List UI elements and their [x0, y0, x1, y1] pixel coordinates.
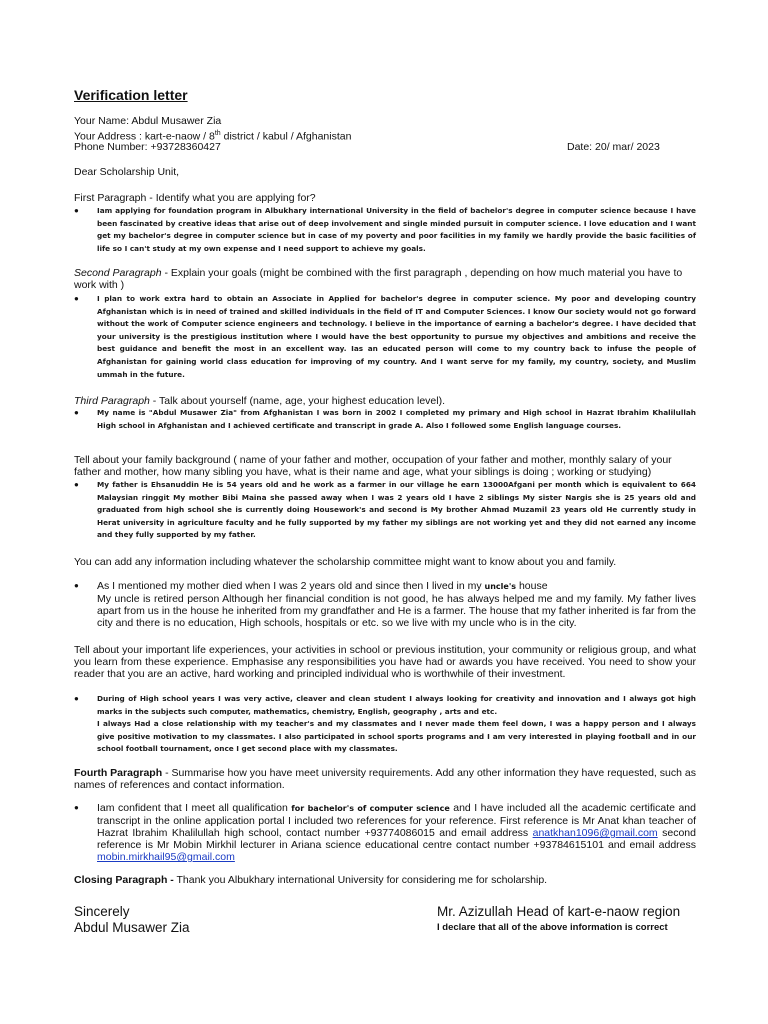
email-link-mobin[interactable]: mobin.mirkhail95@gmail.com — [97, 851, 235, 863]
third-paragraph-heading: Third Paragraph - Talk about yourself (name, age, your highest education level). — [74, 395, 446, 407]
experiences-intro: Tell about your important life experiences, your activities in school or previous institution, your community or religious group, and what you learn from these experience. Emphasise any responsibilities you have had or awards you have received. You need to show your reader that you are an active, hard working and principled individual who is worthwhile of their investment. — [74, 644, 696, 680]
family-bullet: ● My father is Ehsanuddin He is 54 years old and he work as a farmer in our village he earn 13000Afgani per month which is equivalent to 664 Malaysian ringgit My mother Bibi Maina she passed away when I was 2 years old I have 2 siblings My sister Nargis she is 25 years old and graduated from high school she is currently doing Housework's and second is My brother Ahmad Muzamil 23 years old He currently study in Herat university in agriculture faculty and he fully supported by my father my siblings are not working yet and they did not earned any income and they fully supported by my father. — [74, 479, 696, 542]
additional-intro: You can add any information including whatever the scholarship committee might want to know about you and family. — [74, 556, 617, 568]
fourth-paragraph-bullet: ● Iam confident that I meet all qualification for bachelor's of computer science and I have included all the academic certificate and transcript in the online application portal I included two references for your reference. First reference is Mr Anat khan teacher of Hazrat Ibrahim Khalilullah high school, contact number +93774086015 and email address anatkhan1096@gmail.com second reference is Mr Mobin Mirkhil lecturer in Ariana science educational centre contact number +93784615101 and email address mobin.mirkhail95@gmail.com — [74, 802, 696, 863]
email-link-anat[interactable]: anatkhan1096@gmail.com — [532, 827, 658, 839]
additional-bullet: ● As I mentioned my mother died when I was 2 years old and since then I lived in my uncle's house My uncle is retired person Although her financial condition is not good, he has always helped me and my family. My father lives apart from us in the house he inherited from my grandfather and He is a farmer. The house that my father inherited is far from the city and there is no education, High schools, hospitals or etc. so we live with my uncle who is in the city. — [74, 580, 696, 629]
bullet-dot: ● — [74, 694, 79, 703]
experiences-bullet: ● During of High school years I was very active, cleaver and clean student I always looking for creativity and innovation and I always got high marks in the subjects such computer, mathematics, chemistry, English, geography , arts and etc. I always Had a close relationship with my teacher's and my classmates and I never made them feel down, I was a happy person and I always give positive motivation to my classmates. I also participated in school sports programs and I am very interested in playing football and in our school football tournament, once I get second place with my classmates. — [74, 693, 696, 756]
address-line: Your Address : kart-e-naow / 8th district / kabul / Afghanistan — [74, 130, 352, 143]
declaration: I declare that all of the above information is correct — [437, 922, 668, 933]
bullet-dot: ● — [74, 294, 79, 303]
phone-line: Phone Number: +93728360427 — [74, 141, 221, 153]
name-line: Your Name: Abdul Musawer Zia — [74, 115, 222, 127]
second-paragraph-heading: Second Paragraph - Explain your goals (might be combined with the first paragraph , depending on how much material you have to work with ) — [74, 267, 683, 291]
bullet-dot: ● — [74, 803, 79, 812]
date-line: Date: 20/ mar/ 2023 — [567, 141, 660, 153]
sign-off — [74, 904, 190, 936]
first-paragraph-heading: First Paragraph - Identify what you are applying for? — [74, 192, 316, 204]
first-paragraph-bullet: ● Iam applying for foundation program in Albukhary international University in the field of bachelor's degree in computer science because I have been fascinated by creative ideas that arise out of deep involvement and single minded pursuit in computer science. I love education and I want get my bachelor's degree in computer science but in case of my poverty and poor facilities in my family we hardly provide the basic facilities of life so I can't study at my own expense and I need support to achieve my goals. — [74, 205, 696, 255]
closing-paragraph: Closing Paragraph - Thank you Albukhary international University for considering me for scholarship. — [74, 874, 548, 886]
sender-name: Abdul Musawer Zia — [74, 920, 190, 935]
third-paragraph-bullet: ● My name is "Abdul Musawer Zia" from Afghanistan I was born in 2002 I completed my primary and High school in Hazrat Ibrahim Khalilullah High school in Afghanistan and I achieved certificate and transcript in grade A. Also I followed some English language courses. — [74, 407, 696, 432]
second-paragraph-bullet: ● I plan to work extra hard to obtain an Associate in Applied for bachelor's degree in computer science. My poor and developing country Afghanistan which is in need of trained and skilled individuals in the field of IT and Computer Sciences. I know Our society would not go forward without the work of Computer science engineers and technology. I believe in the importance of earning a bachelor's degree. I have decided that your university is the prestigious institution where I would have the best opportunity to pursue my objectives and ambitions and receive the best guidance and benefit the most in an excellent way. Ias an educated person will come to my country back to infuse the people of Afghanistan for gaining world class education for improving of my country. And I want serve for my family, my country, society, and Muslim ummah in the future. — [74, 293, 696, 381]
greeting: Dear Scholarship Unit, — [74, 166, 180, 178]
page-title: Verification letter — [74, 87, 188, 103]
bullet-dot: ● — [74, 408, 79, 417]
authority-name: Mr. Azizullah Head of kart-e-naow region — [437, 904, 681, 919]
bullet-dot: ● — [74, 480, 79, 489]
fourth-paragraph-heading: Fourth Paragraph - Summarise how you have meet university requirements. Add any other information they have requested, such as names of references and contact information. — [74, 767, 696, 791]
bullet-dot: ● — [74, 206, 79, 215]
sincerely: Sincerely — [74, 904, 130, 919]
family-intro: Tell about your family background ( name of your father and mother, occupation of your father and mother, monthly salary of your father and mother, how many sibling you have, what is their name and age, what your siblings is doing ; working or studying) — [74, 454, 672, 478]
bullet-dot: ● — [74, 581, 79, 590]
